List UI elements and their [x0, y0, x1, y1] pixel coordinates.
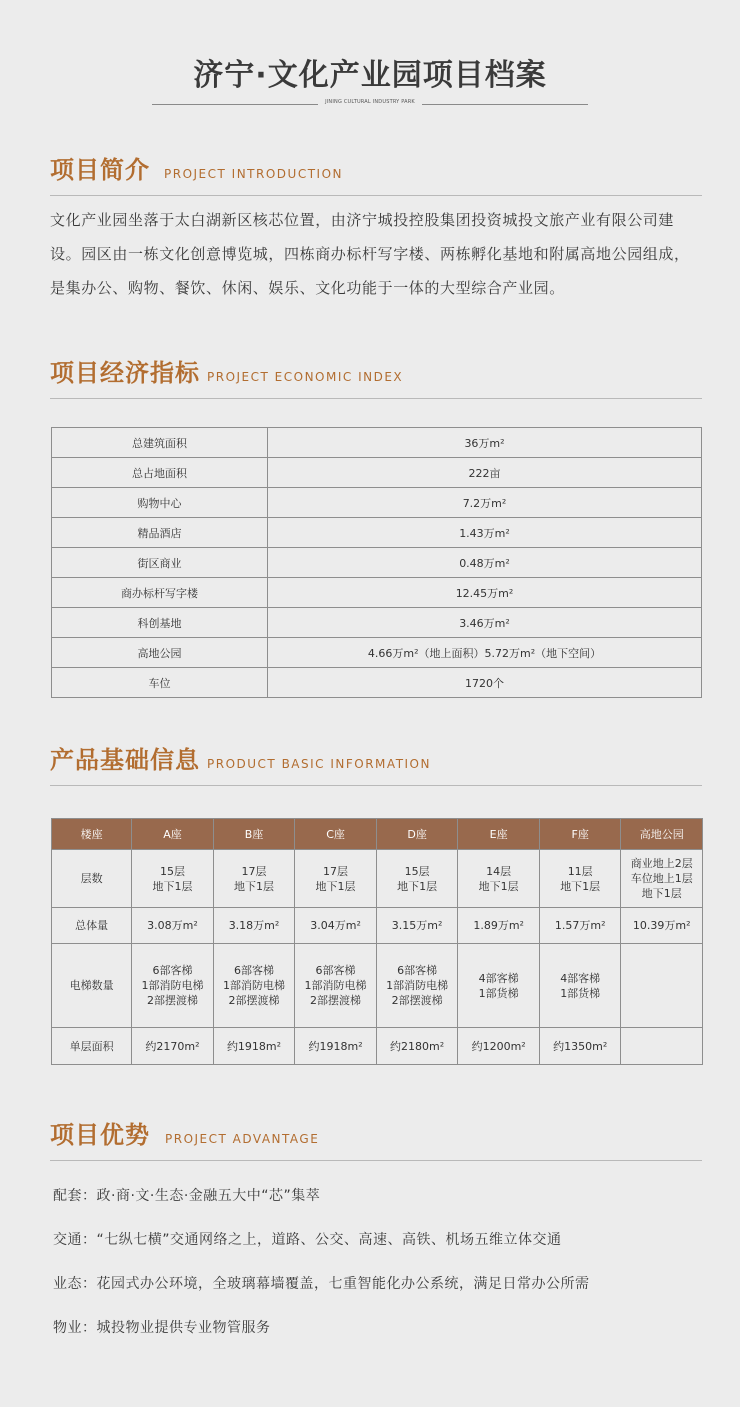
advantage-item: 交通：“七纵七横”交通网络之上，道路、公交、高速、高铁、机场五维立体交通	[53, 1232, 562, 1248]
table-row	[52, 548, 702, 578]
table-cell: 14层 地下1层	[458, 850, 540, 908]
section-header-product	[50, 745, 702, 786]
index-value-cell: 1720个	[268, 668, 702, 698]
index-value-cell: 12.45万m²	[268, 578, 702, 608]
table-cell: 17层 地下1层	[213, 850, 295, 908]
column-header: A座	[132, 819, 214, 850]
table-row	[52, 638, 702, 668]
index-name-cell: 车位	[52, 668, 268, 698]
index-value-cell: 0.48万m²	[268, 548, 702, 578]
table-cell: 约2180m²	[376, 1028, 458, 1065]
index-value-cell: 4.66万m²（地上面积）5.72万m²（地下空间）	[268, 638, 702, 668]
index-value-cell: 36万m²	[268, 428, 702, 458]
title-subtitle-rule	[152, 97, 588, 111]
table-cell: 1.89万m²	[458, 908, 540, 944]
section-title-en: PROJECT INTRODUCTION	[164, 167, 343, 181]
column-header: B座	[213, 819, 295, 850]
table-cell: 6部客梯 1部消防电梯 2部摆渡梯	[213, 944, 295, 1028]
title-subtitle: JINING CULTURAL INDUSTRY PARK	[325, 99, 415, 105]
column-header: 高地公园	[621, 819, 703, 850]
table-cell: 15层 地下1层	[132, 850, 214, 908]
table-cell: 约1918m²	[295, 1028, 377, 1065]
section-title-en: PROJECT ADVANTAGE	[165, 1132, 320, 1146]
table-cell: 约1200m²	[458, 1028, 540, 1065]
table-cell: 6部客梯 1部消防电梯 2部摆渡梯	[132, 944, 214, 1028]
advantage-item: 业态：花园式办公环境，全玻璃幕墙覆盖，七重智能化办公系统，满足日常办公所需	[53, 1276, 590, 1292]
table-cell: 3.08万m²	[132, 908, 214, 944]
table-row	[52, 578, 702, 608]
section-header-economic	[50, 358, 702, 399]
row-label-cell: 电梯数量	[52, 944, 132, 1028]
table-cell: 10.39万m²	[621, 908, 703, 944]
section-title-en: PROJECT ECONOMIC INDEX	[207, 370, 404, 384]
table-cell: 11层 地下1层	[539, 850, 621, 908]
index-name-cell: 总建筑面积	[52, 428, 268, 458]
product-info-table	[51, 818, 703, 1065]
index-name-cell: 高地公园	[52, 638, 268, 668]
table-cell: 3.18万m²	[213, 908, 295, 944]
column-header: C座	[295, 819, 377, 850]
section-header-advantage	[50, 1120, 702, 1161]
section-title-cn: 项目经济指标	[50, 359, 200, 387]
table-cell: 1.57万m²	[539, 908, 621, 944]
column-header: D座	[376, 819, 458, 850]
index-value-cell: 7.2万m²	[268, 488, 702, 518]
table-cell	[621, 944, 703, 1028]
table-cell: 约1350m²	[539, 1028, 621, 1065]
table-cell: 15层 地下1层	[376, 850, 458, 908]
index-name-cell: 购物中心	[52, 488, 268, 518]
table-row	[52, 944, 703, 1028]
table-cell: 6部客梯 1部消防电梯 2部摆渡梯	[376, 944, 458, 1028]
table-cell: 17层 地下1层	[295, 850, 377, 908]
index-value-cell: 3.46万m²	[268, 608, 702, 638]
column-header: F座	[539, 819, 621, 850]
table-cell: 商业地上2层 车位地上1层 地下1层	[621, 850, 703, 908]
section-title-cn: 项目简介	[50, 156, 150, 184]
index-value-cell: 1.43万m²	[268, 518, 702, 548]
table-cell: 约1918m²	[213, 1028, 295, 1065]
table-row	[52, 908, 703, 944]
index-name-cell: 科创基地	[52, 608, 268, 638]
table-cell: 4部客梯 1部货梯	[539, 944, 621, 1028]
row-label-cell: 层数	[52, 850, 132, 908]
economic-index-table	[51, 427, 702, 698]
row-label-cell: 单层面积	[52, 1028, 132, 1065]
page-title: 济宁·文化产业园项目档案	[193, 58, 547, 93]
table-cell	[621, 1028, 703, 1065]
table-cell: 3.15万m²	[376, 908, 458, 944]
index-name-cell: 精品酒店	[52, 518, 268, 548]
column-header: 楼座	[52, 819, 132, 850]
table-row	[52, 668, 702, 698]
table-cell: 约2170m²	[132, 1028, 214, 1065]
divider-right	[422, 104, 588, 105]
intro-paragraph: 文化产业园坐落于太白湖新区核芯位置，由济宁城投控股集团投资城投文旅产业有限公司建设。园区由一栋文化创意博览城，四栋商办标杆写字楼、两栋孵化基地和附属高地公园组成，是集办公、购物、餐饮、休闲、娱乐、文化功能于一体的大型综合产业园。	[50, 211, 690, 297]
section-title-cn: 产品基础信息	[50, 746, 200, 774]
index-name-cell: 商办标杆写字楼	[52, 578, 268, 608]
table-cell: 6部客梯 1部消防电梯 2部摆渡梯	[295, 944, 377, 1028]
table-row	[52, 488, 702, 518]
index-name-cell: 街区商业	[52, 548, 268, 578]
table-row	[52, 608, 702, 638]
divider-left	[152, 104, 318, 105]
index-name-cell: 总占地面积	[52, 458, 268, 488]
table-cell: 3.04万m²	[295, 908, 377, 944]
index-value-cell: 222亩	[268, 458, 702, 488]
advantage-item: 物业：城投物业提供专业物管服务	[53, 1320, 271, 1336]
table-row	[52, 518, 702, 548]
section-title-cn: 项目优势	[50, 1121, 150, 1149]
table-row	[52, 428, 702, 458]
row-label-cell: 总体量	[52, 908, 132, 944]
advantage-item: 配套：政·商·文·生态·金融五大中“芯”集萃	[53, 1188, 321, 1204]
table-row	[52, 458, 702, 488]
section-title-en: PRODUCT BASIC INFORMATION	[207, 757, 431, 771]
table-row	[52, 850, 703, 908]
section-header-intro	[50, 155, 702, 196]
table-cell: 4部客梯 1部货梯	[458, 944, 540, 1028]
table-row	[52, 1028, 703, 1065]
column-header: E座	[458, 819, 540, 850]
